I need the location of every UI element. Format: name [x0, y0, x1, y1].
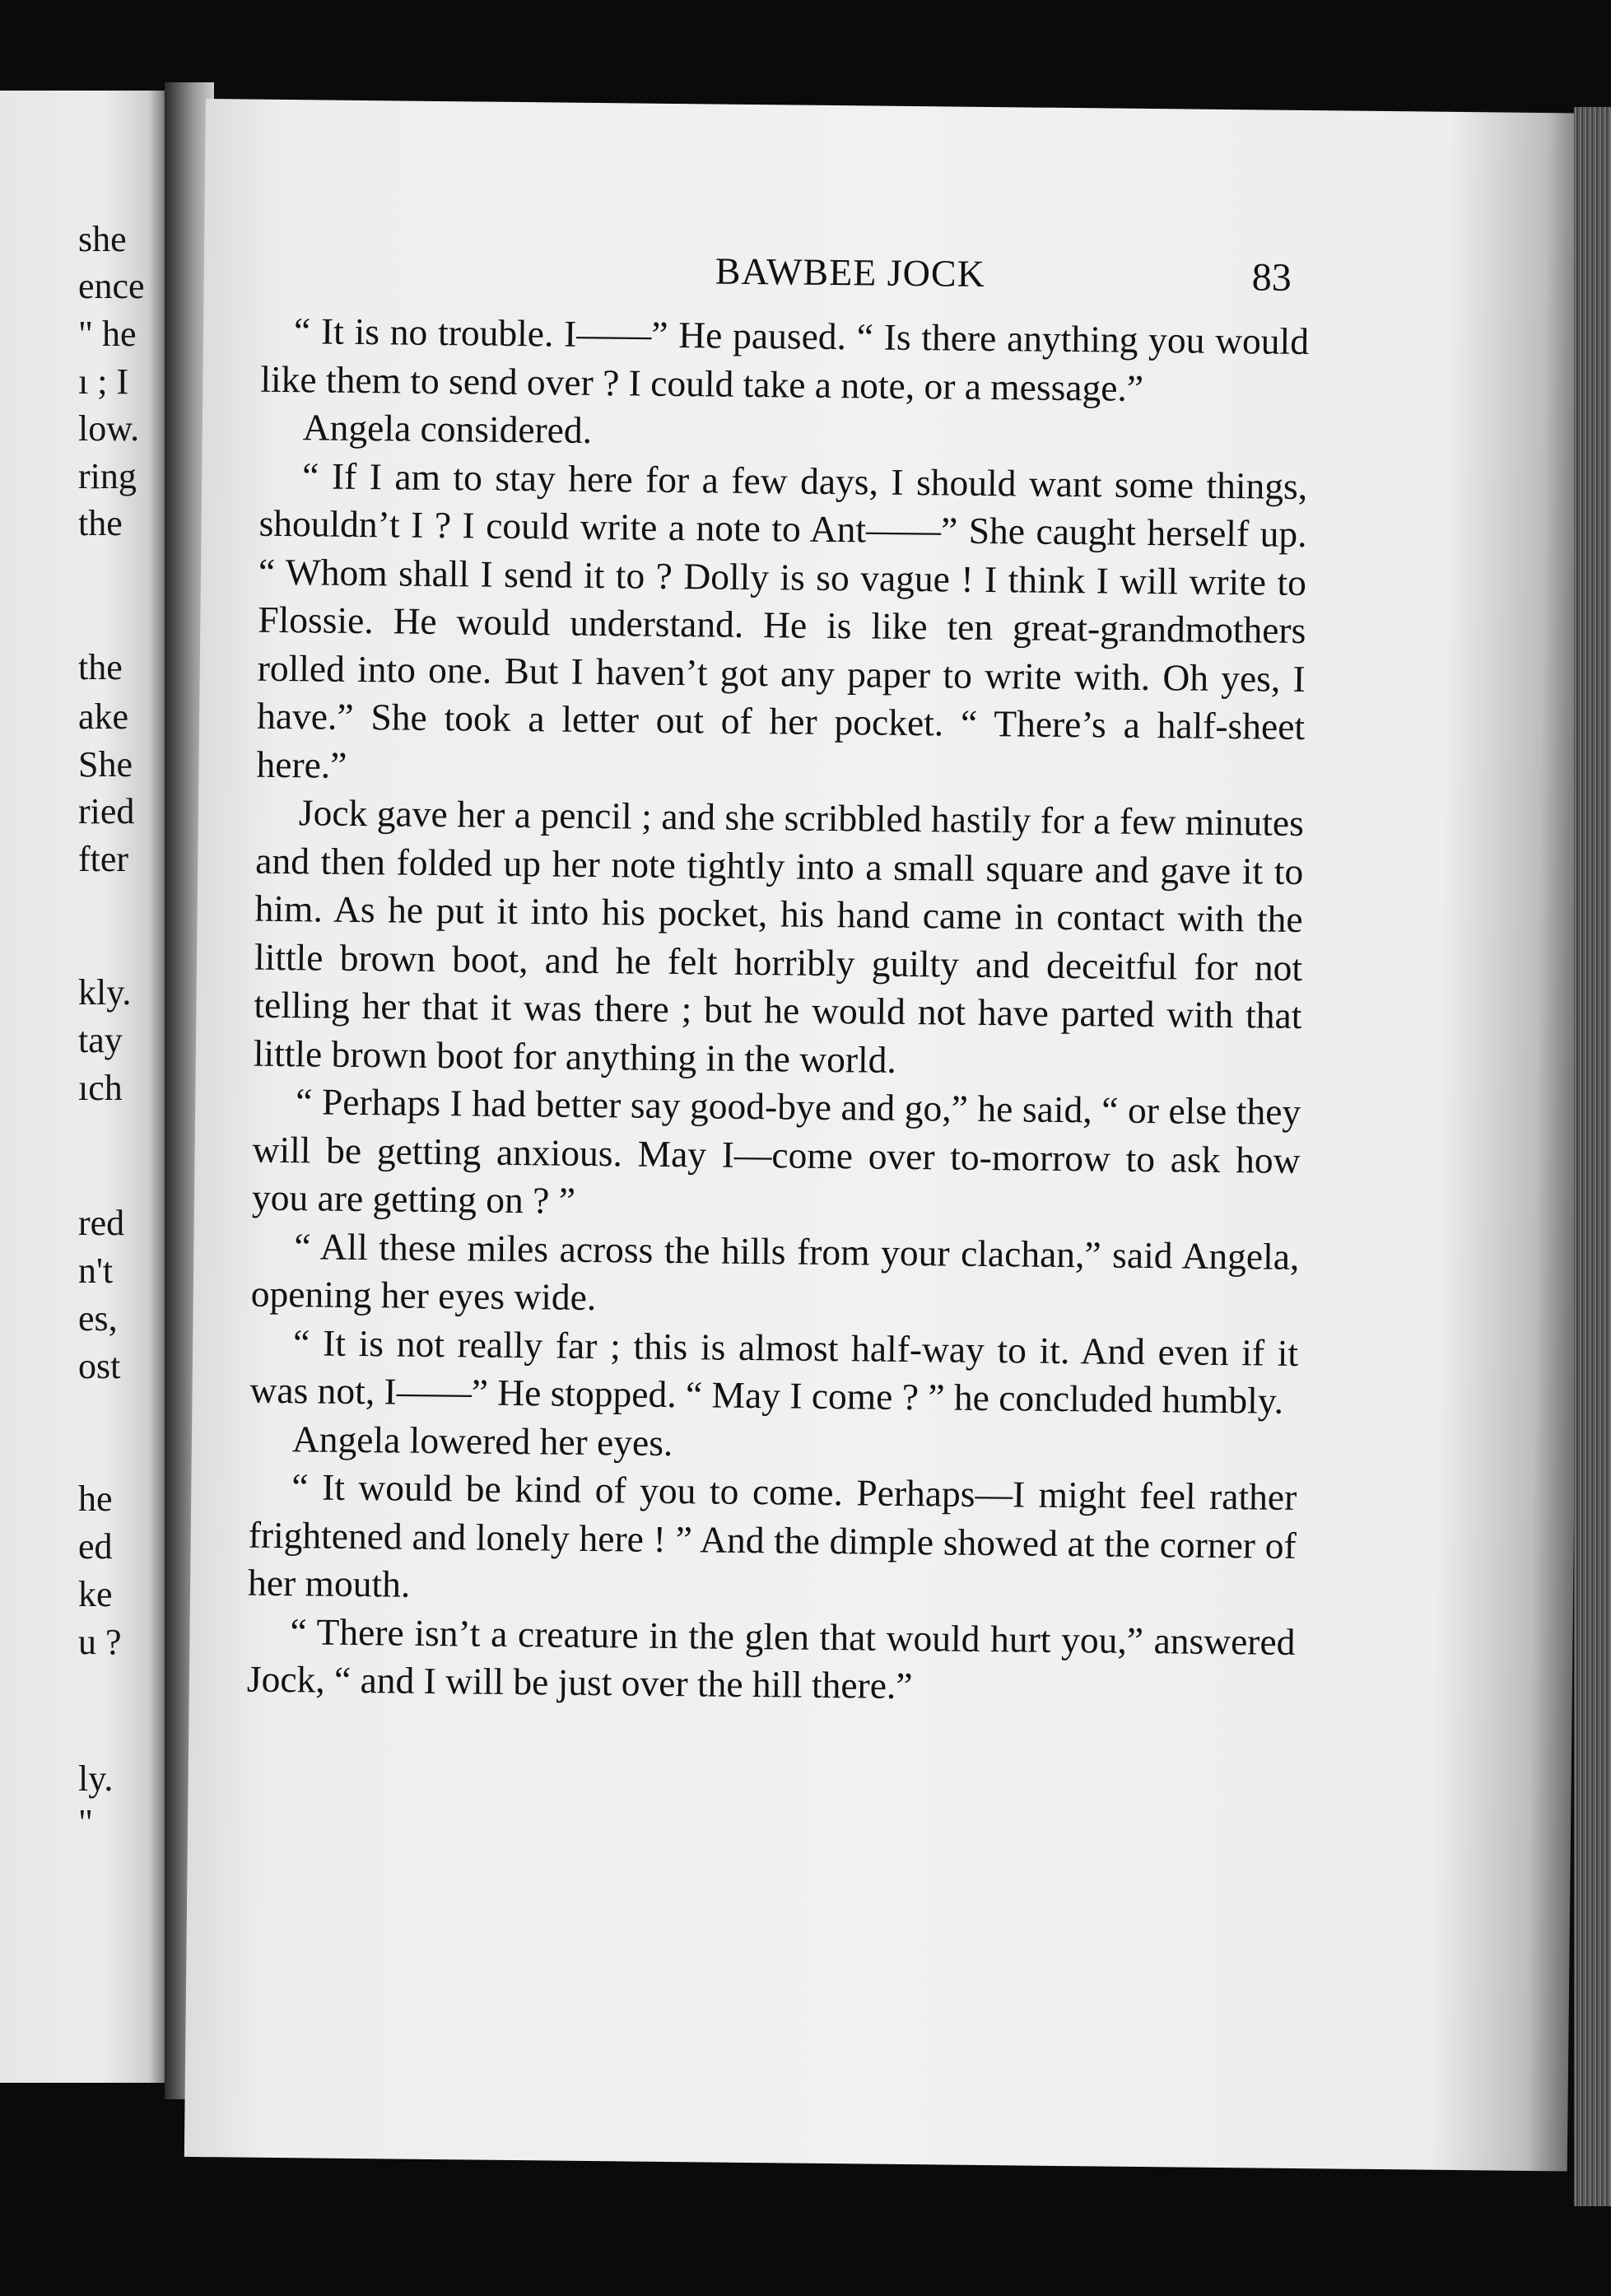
- previous-page-line-end: n't: [78, 1250, 114, 1291]
- paragraph: “ There isn’t a creature in the glen that would hurt you,” answered Jock, “ and I will be just over the hill there.”: [246, 1609, 1296, 1707]
- previous-page-line-end: kly.: [78, 972, 132, 1013]
- previous-page-line-end: She: [78, 744, 133, 785]
- previous-page-line-end: low.: [78, 408, 140, 449]
- previous-page-line-end: ed: [78, 1526, 113, 1567]
- paragraph: Jock gave her a pencil ; and she scribbled hastily for a few minutes and then folded up her note tightly into a small square and gave it to him. As he put it into his pocket, his hand came in contact with the little brown boot, and he felt horribly guilty and deceitful for not telling her that it was there ; but he would not have parted with that little brown boot for anything in the world.: [253, 791, 1305, 1081]
- previous-page-line-end: ake: [78, 696, 129, 737]
- previous-page-line-end: he: [78, 1479, 113, 1519]
- previous-page-line-end: fter: [78, 839, 129, 879]
- paragraph: “ It is no trouble. I——” He paused. “ Is there anything you would like them to send over ? I could take a note, or a message.”: [260, 310, 1310, 409]
- paragraph: “ If I am to stay here for a few days, I should want some things, shouldn’t I ? I could write a note to Ant——” She caught herself up. “ Whom shall I send it to ? Dolly is so vague ! I think I will write to Flossie. He would understand. He is like ten great-grandmothers rolled into one. But I haven’t got any paper to write with. Oh yes, I have.” She took a letter out of her pocket. “ There’s a half-sheet here.”: [256, 454, 1308, 786]
- previous-page-line-end: ring: [78, 456, 137, 496]
- previous-page-line-end: red: [78, 1203, 125, 1243]
- running-head: BAWBEE JOCK: [715, 249, 986, 295]
- paragraph: “ All these miles across the hills from your clachan,” said Angela, opening her eyes wide.: [250, 1224, 1300, 1319]
- paragraph: “ It would be kind of you to come. Perhaps—I might feel rather frightened and lonely here ! ” And the dimple showed at the corner of her mouth.: [247, 1465, 1297, 1605]
- page-stack-edges: [1574, 107, 1611, 2206]
- previous-page-line-end: ke: [78, 1574, 113, 1614]
- paragraph: “ Perhaps I had better say good-bye and go,” he said, “ or else they will be getting anxious. May I—come over to-morrow to ask how you are getting on ? ”: [251, 1080, 1301, 1222]
- paragraph: Angela considered.: [302, 406, 593, 451]
- previous-page-fragment: [0, 91, 169, 2083]
- previous-page-line-end: u ?: [78, 1622, 122, 1662]
- page-number: 83: [1251, 255, 1292, 300]
- previous-page-line-end: ence: [78, 266, 145, 306]
- previous-page-line-end: tay: [78, 1020, 123, 1060]
- paragraph: Angela lowered her eyes.: [291, 1417, 673, 1464]
- previous-page-line-end: ried: [78, 791, 135, 831]
- previous-page-line-end: ı ; I: [78, 361, 129, 402]
- previous-page-line-end: she: [78, 219, 127, 259]
- previous-page-line-end: ly.: [78, 1758, 114, 1799]
- previous-page-line-end: the: [78, 503, 123, 543]
- paragraph: “ It is not really far ; this is almost half-way to it. And even if it was not, I——” He stopped. “ May I come ? ” he concluded humbly.: [249, 1320, 1299, 1422]
- body-text: [247, 307, 1310, 1715]
- previous-page-line-end: " he: [78, 314, 137, 354]
- book-page: [184, 99, 1589, 2171]
- previous-page-line-end: es,: [78, 1298, 118, 1339]
- previous-page-line-end: ıch: [78, 1068, 123, 1108]
- previous-page-line-end: ": [78, 1802, 93, 1842]
- previous-page-line-end: the: [78, 647, 123, 687]
- previous-page-line-end: ost: [78, 1346, 121, 1386]
